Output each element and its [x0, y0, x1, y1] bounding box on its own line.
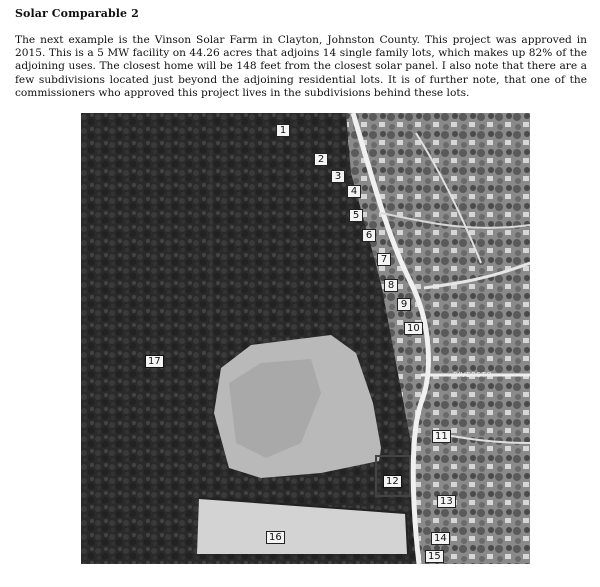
parcel-label: 6: [362, 229, 376, 242]
parcel-label: 1: [276, 124, 290, 137]
parcel-label: 17: [145, 355, 164, 368]
parcel-label: 15: [425, 550, 444, 563]
parcel-label: 7: [377, 253, 391, 266]
parcel-label: 3: [331, 170, 345, 183]
parcel-label: 12: [383, 475, 402, 488]
parcel-label: 2: [314, 153, 328, 166]
body-paragraph: The next example is the Vinson Solar Farm in Clayton, Johnston County. This project was approved in 2015. This is a 5 MW facility on 44.26 acres that adjoins 14 single family lots, which makes up 82% of the adjoining uses. The closest home will be 148 feet from the closest solar panel. I also note that there are a few subdivisions located just beyond the adjoining residential lots. It is of further note, that one of the commissioners who approved this project lives in the subdivisions behind these lots.: [15, 34, 587, 99]
section-heading: Solar Comparable 2: [15, 7, 139, 20]
parcel-label: 13: [437, 495, 456, 508]
parcel-label: 8: [384, 279, 398, 292]
parcel-label: 5: [349, 209, 363, 222]
parcel-label: 11: [432, 430, 451, 443]
parcel-label: 16: [266, 531, 285, 544]
parcel-label: 14: [431, 532, 450, 545]
aerial-map: [81, 113, 530, 564]
road-label: RIVERSTO: [453, 371, 493, 379]
parcel-label: 9: [397, 298, 411, 311]
parcel-label: 10: [404, 322, 423, 335]
parcel-label: 4: [347, 185, 361, 198]
aerial-map-image: [81, 113, 530, 564]
